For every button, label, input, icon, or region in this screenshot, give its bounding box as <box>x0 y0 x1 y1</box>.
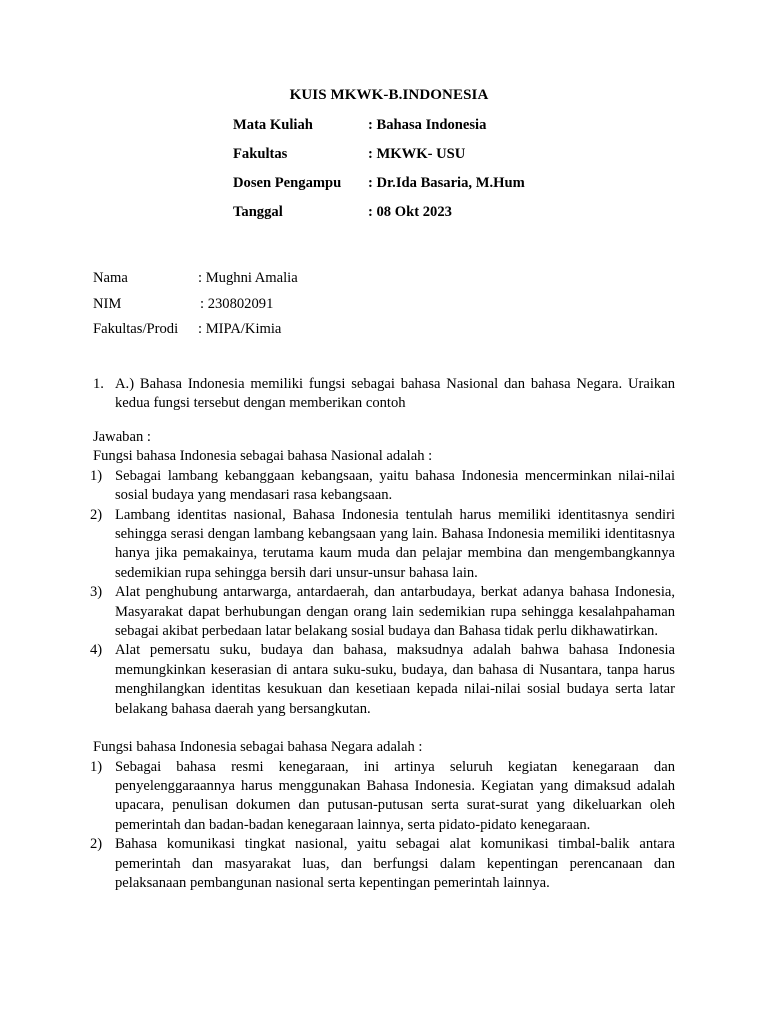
item-text: Sebagai bahasa resmi kenegaraan, ini artinya seluruh kegiatan kenegaraan dan penyelenggaraannya harus menggunakan Bahasa Indonesia. Kegiatan yang dimaksud adalah upacara, penulisan dokumen dan putusan-putusan serta surat-surat yang dikeluarkan oleh pemerintah dan badan-badan kenegaraan lainnya, serta pidato-pidato kenegaraan. <box>115 758 675 833</box>
course-value: : Bahasa Indonesia <box>368 117 487 133</box>
item-number: 3) <box>90 584 103 601</box>
section-gap <box>93 719 675 738</box>
item-number: 1) <box>90 467 103 484</box>
item-text: Alat penghubung antarwarga, antardaerah, dan antarbudaya, berkat adanya bahasa Indonesia, Masyarakat dapat berhubungan dengan orang lain sedemikian rupa sehingga kesalahpahaman sebagai akibat perbedaan latar belakang sosial budaya dan Bahasa tidak perlu dikhawatirkan. <box>115 584 675 640</box>
national-list <box>90 467 675 719</box>
date-value: : 08 Okt 2023 <box>368 204 452 220</box>
faculty-value: : MKWK- USU <box>368 146 466 162</box>
answer-section <box>90 428 675 893</box>
question-text: A.) Bahasa Indonesia memiliki fungsi sebagai bahasa Nasional dan bahasa Negara. Uraikan kedua fungsi tersebut dengan memberikan contoh <box>115 376 675 412</box>
nim-label: NIM <box>93 295 122 312</box>
program-value: : MIPA/Kimia <box>198 321 282 337</box>
item-text: Lambang identitas nasional, Bahasa Indonesia tentulah harus memiliki identitasnya sendiri sehingga serasi dengan lambang kebangsaan yang lain. Bahasa Indonesia memiliki identitasnya hanya jika pemakainya, terutama kaum muda dan pelajar membina dan mengembangkannya sedemikian rupa sehingga bersih dari unsur-unsur bahasa lain. <box>115 506 675 581</box>
item-text: Bahasa komunikasi tingkat nasional, yaitu sebagai alat komunikasi timbal-balik antara pemerintah dan masyarakat luas, dan berfungsi dalam kepentingan perencanaan dan pelaksanaan pembangunan nasional serta kepentingan pemerintah lainnya. <box>115 836 675 891</box>
name-value: : Mughni Amalia <box>198 270 298 286</box>
list-item <box>90 758 675 836</box>
answer-label: Jawaban : <box>93 429 151 445</box>
question-number: 1. <box>93 376 104 392</box>
list-item <box>90 583 675 641</box>
list-item <box>90 835 675 893</box>
program-label: Fakultas/Prodi <box>93 321 179 337</box>
item-text: Alat pemersatu suku, budaya dan bahasa, maksudnya adalah bahwa bahasa Indonesia memungkinkan keserasian di antara suku-suku, budaya, dan bahasa di Nusantara, tanpa harus menghilangkan identitas kesukuan dan kesetiaan kepada nilai-nilai sosial budaya serta latar belakang bahasa daerah yang bersangkutan. <box>115 642 675 717</box>
item-number: 2) <box>90 836 103 853</box>
question-item <box>93 375 675 414</box>
document-title: KUIS MKWK-B.INDONESIA <box>289 87 489 103</box>
state-heading: Fungsi bahasa Indonesia sebagai bahasa Negara adalah : <box>93 739 423 756</box>
list-item <box>90 506 675 584</box>
faculty-label: Fakultas <box>233 146 288 162</box>
name-label: Nama <box>93 270 128 286</box>
national-heading: Fungsi bahasa Indonesia sebagai bahasa Nasional adalah : <box>93 448 433 465</box>
state-list <box>90 758 675 894</box>
list-item <box>90 641 675 719</box>
item-text: Sebagai lambang kebanggaan kebangsaan, yaitu bahasa Indonesia mencerminkan nilai-nilai sosial budaya yang mendasari rasa kebangsaan. <box>115 467 675 504</box>
course-label: Mata Kuliah <box>233 117 313 133</box>
item-number: 1) <box>90 758 103 775</box>
lecturer-value: : Dr.Ida Basaria, M.Hum <box>368 175 525 191</box>
date-label: Tanggal <box>233 204 283 220</box>
nim-value: : 230802091 <box>200 295 274 312</box>
item-number: 4) <box>90 642 103 659</box>
item-number: 2) <box>90 506 103 523</box>
list-item <box>90 467 675 506</box>
lecturer-label: Dosen Pengampu <box>233 175 342 191</box>
question <box>93 375 675 414</box>
